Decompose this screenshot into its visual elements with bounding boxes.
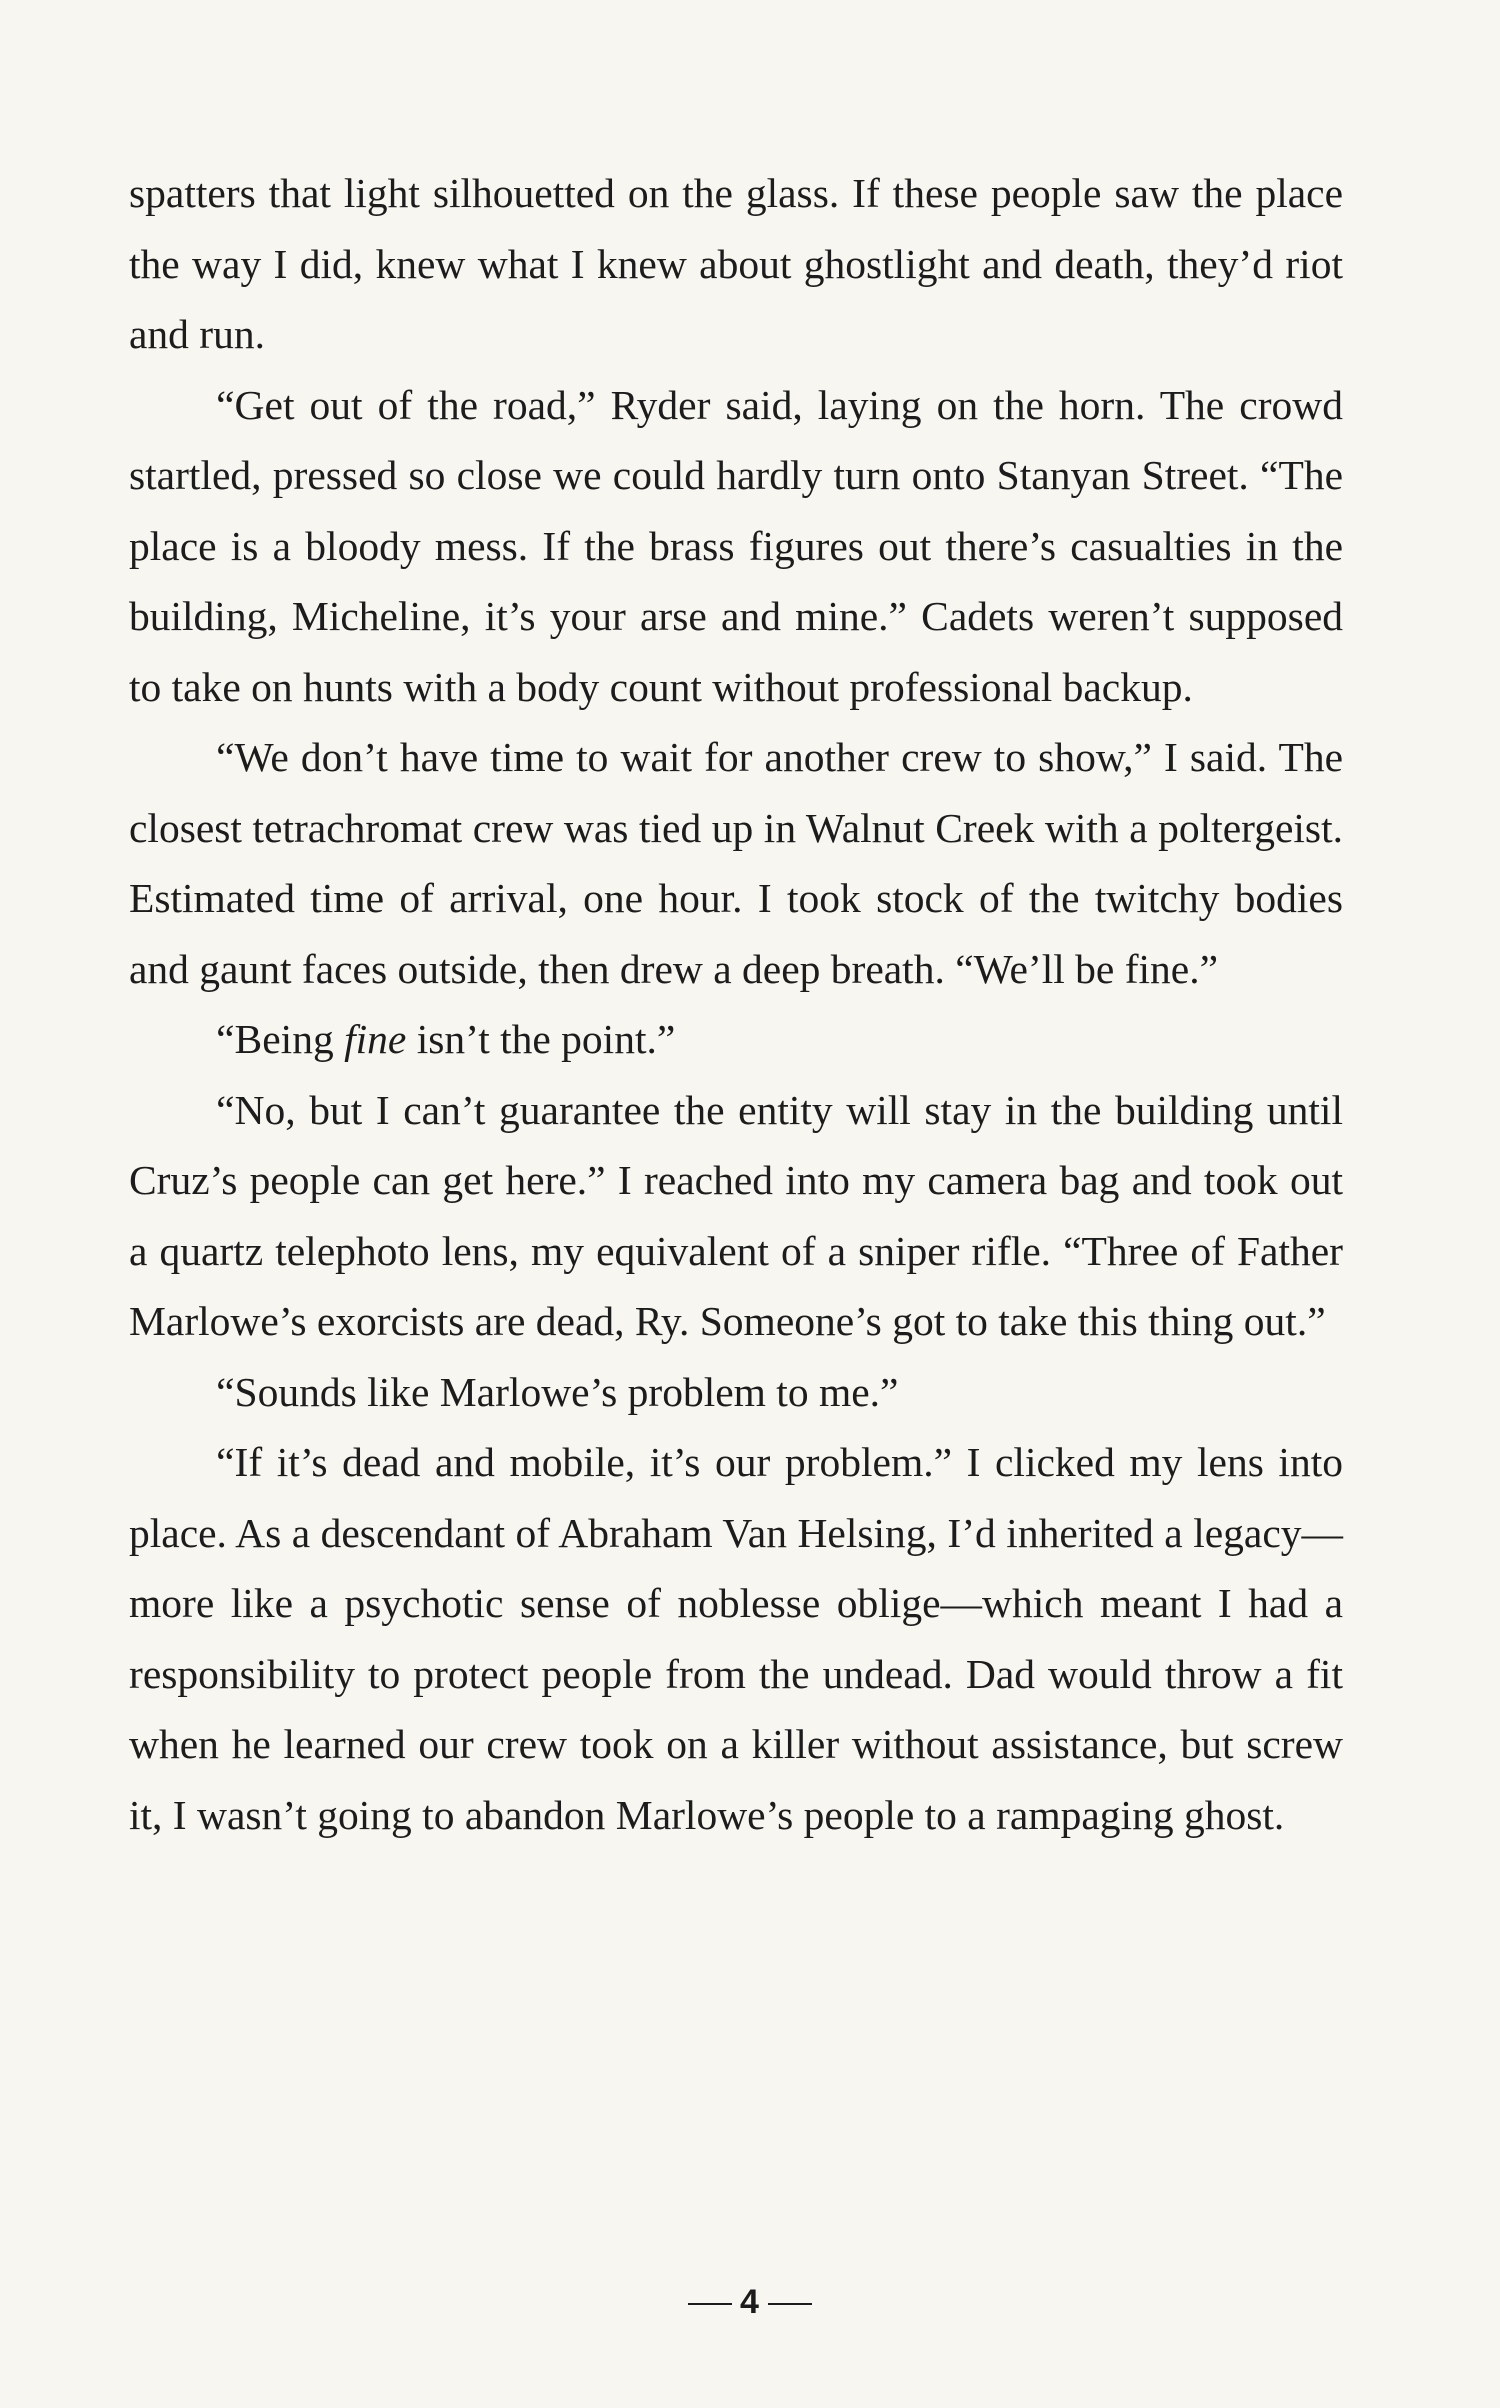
paragraph-1: spatters that light silhouetted on the glass. If these people saw the place the way I did, knew what I knew about ghostlight and death, they’d riot and run. [129, 170, 1343, 357]
paragraph-5: “No, but I can’t guarantee the entity will stay in the building until Cruz’s people can get here.” I reached into my camera bag and took out a quartz telephoto lens, my equivalent of a sniper rifle. “Three of Father Marlowe’s exorcists are dead, Ry. Someone’s got to take this thing out.” [129, 1086, 1343, 1344]
folio-right-dash [768, 2303, 812, 2305]
paragraph-4-after: isn’t the point.” [406, 1016, 676, 1062]
page-body [129, 158, 1343, 1850]
folio-left-dash [688, 2303, 732, 2305]
paragraph-4-before: “Being [216, 1016, 345, 1062]
paragraph-6: “Sounds like Marlowe’s problem to me.” [216, 1368, 899, 1415]
page-number [0, 2283, 1500, 2322]
page-number-text: 4 [740, 2283, 760, 2321]
paragraph-4 [129, 1004, 1343, 1075]
paragraph-3: “We don’t have time to wait for another crew to show,” I said. The closest tetrachromat crew was tied up in Walnut Creek with a poltergeist. Estimated time of arrival, one hour. I took stock of the twitchy bodies and gaunt faces outside, then drew a deep breath. “We’ll be fine.” [129, 734, 1343, 992]
paragraph-7: “If it’s dead and mobile, it’s our problem.” I clicked my lens into place. As a descendant of Abraham Van Helsing, I’d inherited a legacy—more like a psychotic sense of noblesse oblige—which meant I had a responsibility to protect people from the undead. Dad would throw a fit when he learned our crew took on a killer without assistance, but screw it, I wasn’t going to abandon Marlowe’s people to a rampaging ghost. [129, 1439, 1343, 1838]
paragraph-4-emphasis: fine [344, 1016, 407, 1062]
paragraph-2: “Get out of the road,” Ryder said, laying on the horn. The crowd startled, pressed so close we could hardly turn onto Stanyan Street. “The place is a bloody mess. If the brass figures out there’s casualties in the building, Micheline, it’s your arse and mine.” Cadets weren’t supposed to take on hunts with a body count without professional backup. [129, 381, 1343, 710]
